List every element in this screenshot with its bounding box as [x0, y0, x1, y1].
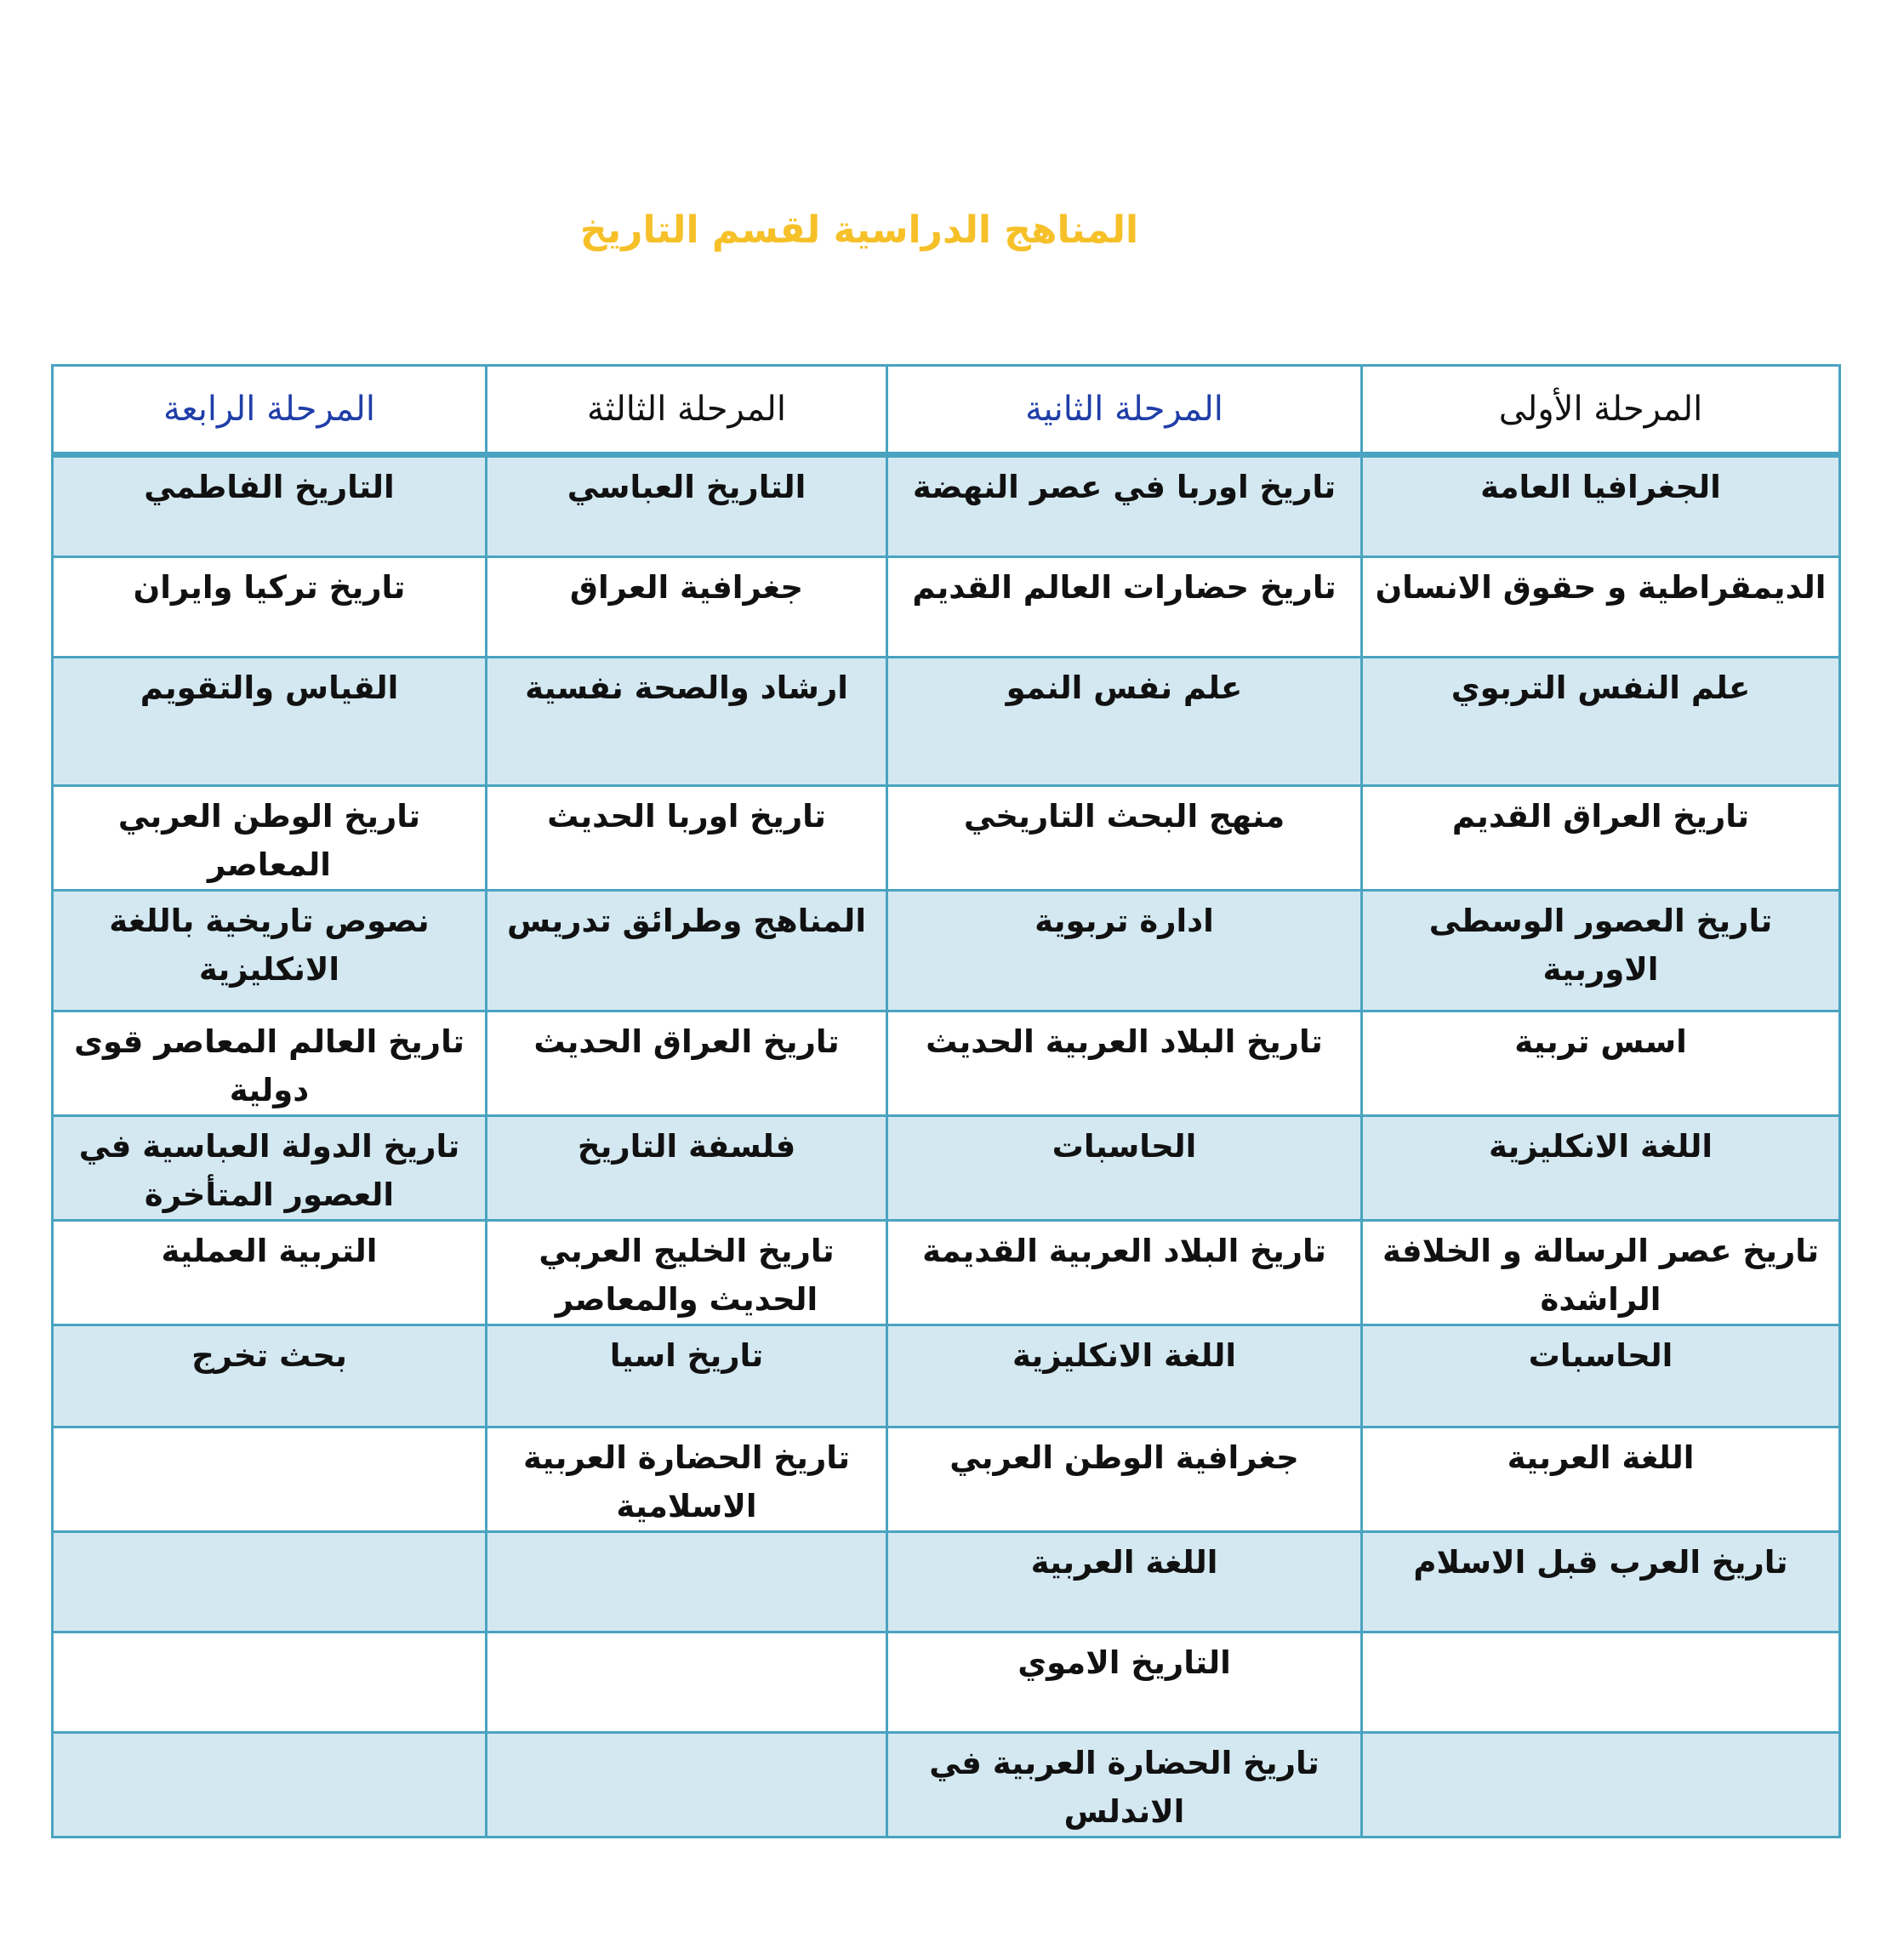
course-cell-stage-1: تاريخ العصور الوسطى الاوربية	[1362, 891, 1840, 1011]
course-cell-stage-1: اللغة الانكليزية	[1362, 1116, 1840, 1221]
course-cell-stage-3: تاريخ الخليج العربي الحديث والمعاصر	[487, 1221, 887, 1325]
course-cell-stage-2: تاريخ اوربا في عصر النهضة	[887, 455, 1362, 557]
course-cell-stage-3: التاريخ العباسي	[487, 455, 887, 557]
course-cell-stage-3: فلسفة التاريخ	[487, 1116, 887, 1221]
stage-4-header: المرحلة الرابعة	[53, 366, 487, 455]
table-body	[53, 455, 1840, 1838]
table-row	[53, 891, 1840, 1011]
curriculum-table	[51, 364, 1841, 1838]
course-cell-stage-1	[1362, 1632, 1840, 1733]
course-cell-stage-4	[53, 1632, 487, 1733]
course-cell-stage-2: علم نفس النمو	[887, 658, 1362, 786]
course-cell-stage-2: اللغة الانكليزية	[887, 1325, 1362, 1427]
course-cell-stage-4	[53, 1532, 487, 1632]
course-cell-stage-4: نصوص تاريخية باللغة الانكليزية	[53, 891, 487, 1011]
course-cell-stage-2: منهج البحث التاريخي	[887, 786, 1362, 891]
course-cell-stage-4	[53, 1733, 487, 1838]
course-cell-stage-1: تاريخ العرب قبل الاسلام	[1362, 1532, 1840, 1632]
course-cell-stage-2: تاريخ البلاد العربية القديمة	[887, 1221, 1362, 1325]
stage-2-header: المرحلة الثانية	[887, 366, 1362, 455]
table-row	[53, 557, 1840, 658]
table-row	[53, 1532, 1840, 1632]
course-cell-stage-2: تاريخ البلاد العربية الحديث	[887, 1011, 1362, 1116]
course-cell-stage-4: تاريخ الدولة العباسية في العصور المتأخرة	[53, 1116, 487, 1221]
table-row	[53, 786, 1840, 891]
course-cell-stage-3: تاريخ العراق الحديث	[487, 1011, 887, 1116]
course-cell-stage-4: التاريخ الفاطمي	[53, 455, 487, 557]
course-cell-stage-4: تاريخ تركيا وايران	[53, 557, 487, 658]
course-cell-stage-4: القياس والتقويم	[53, 658, 487, 786]
course-cell-stage-3: المناهج وطرائق تدريس	[487, 891, 887, 1011]
course-cell-stage-1	[1362, 1733, 1840, 1838]
course-cell-stage-1: اسس تربية	[1362, 1011, 1840, 1116]
course-cell-stage-1: الديمقراطية و حقوق الانسان	[1362, 557, 1840, 658]
table-row	[53, 1011, 1840, 1116]
course-cell-stage-4: تاريخ الوطن العربي المعاصر	[53, 786, 487, 891]
table-row	[53, 658, 1840, 786]
course-cell-stage-2: تاريخ الحضارة العربية في الاندلس	[887, 1733, 1362, 1838]
table-row	[53, 1632, 1840, 1733]
course-cell-stage-3: ارشاد والصحة نفسية	[487, 658, 887, 786]
course-cell-stage-4: بحث تخرج	[53, 1325, 487, 1427]
course-cell-stage-1: الحاسبات	[1362, 1325, 1840, 1427]
course-cell-stage-2: الحاسبات	[887, 1116, 1362, 1221]
course-cell-stage-3	[487, 1532, 887, 1632]
course-cell-stage-4	[53, 1427, 487, 1532]
course-cell-stage-4: التربية العملية	[53, 1221, 487, 1325]
course-cell-stage-1: علم النفس التربوي	[1362, 658, 1840, 786]
course-cell-stage-3	[487, 1733, 887, 1838]
table-row	[53, 1116, 1840, 1221]
course-cell-stage-2: تاريخ حضارات العالم القديم	[887, 557, 1362, 658]
course-cell-stage-3: تاريخ اسيا	[487, 1325, 887, 1427]
course-cell-stage-2: التاريخ الاموي	[887, 1632, 1362, 1733]
course-cell-stage-4: تاريخ العالم المعاصر قوى دولية	[53, 1011, 487, 1116]
course-cell-stage-1: تاريخ العراق القديم	[1362, 786, 1840, 891]
table-row	[53, 1325, 1840, 1427]
course-cell-stage-2: جغرافية الوطن العربي	[887, 1427, 1362, 1532]
header-row	[53, 366, 1840, 455]
stage-3-header: المرحلة الثالثة	[487, 366, 887, 455]
course-cell-stage-2: ادارة تربوية	[887, 891, 1362, 1011]
course-cell-stage-3: جغرافية العراق	[487, 557, 887, 658]
course-cell-stage-3	[487, 1632, 887, 1733]
table-row	[53, 1733, 1840, 1838]
page-title: المناهج الدراسية لقسم التاريخ	[579, 208, 1139, 252]
stage-1-header: المرحلة الأولى	[1362, 366, 1840, 455]
course-cell-stage-3: تاريخ الحضارة العربية الاسلامية	[487, 1427, 887, 1532]
table-row	[53, 1221, 1840, 1325]
table-row	[53, 455, 1840, 557]
course-cell-stage-1: اللغة العربية	[1362, 1427, 1840, 1532]
table-row	[53, 1427, 1840, 1532]
course-cell-stage-2: اللغة العربية	[887, 1532, 1362, 1632]
course-cell-stage-3: تاريخ اوربا الحديث	[487, 786, 887, 891]
course-cell-stage-1: تاريخ عصر الرسالة و الخلافة الراشدة	[1362, 1221, 1840, 1325]
course-cell-stage-1: الجغرافيا العامة	[1362, 455, 1840, 557]
